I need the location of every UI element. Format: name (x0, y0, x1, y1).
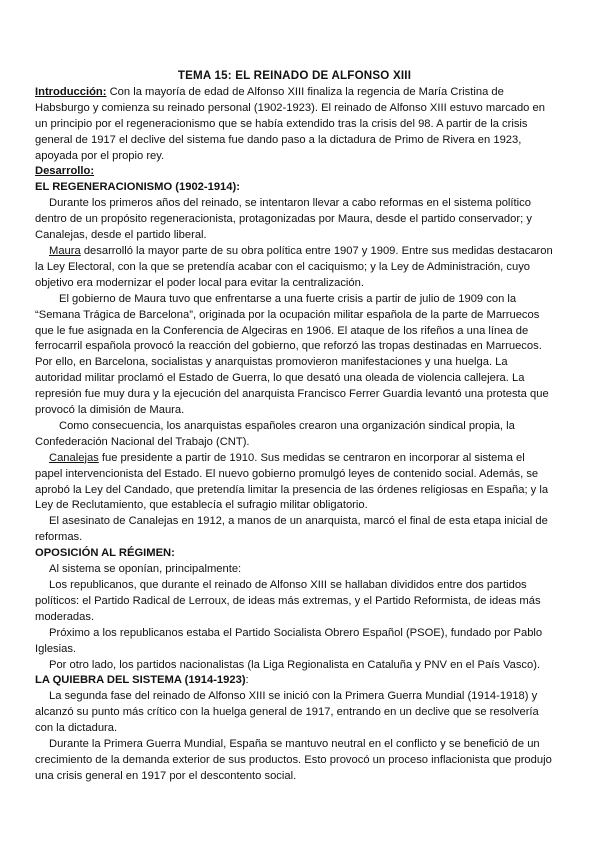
oposicion-paragraph-3: Próximo a los republicanos estaba el Partido Socialista Obrero Español (PSOE), fundado por Pablo Iglesias. (35, 626, 543, 655)
quiebra-heading-colon: : (245, 674, 249, 687)
quiebra-heading: LA QUIEBRA DEL SISTEMA (1914-1923) (35, 674, 246, 687)
quiebra-paragraph-1: La segunda fase del reinado de Alfonso XIII se inició con la Primera Guerra Mundial (1914-1918) y alcanzó su punto más crítico con la huelga general de 1917, entrando en un declive que se resolvería con la dictadura. (35, 690, 539, 735)
regeneracionismo-heading: EL REGENERACIONISMO (1902-1914): (35, 181, 240, 194)
intro-paragraph (35, 85, 554, 165)
intro-text: Con la mayoría de edad de Alfonso XIII finaliza la regencia de María Cristina de Habsburgo y comienza su reinado personal (1902-1923). El reinado de Alfonso XIII estuvo marcado en un principio por el regeneracionismo que se había extendido tras la crisis del 98. A partir de la crisis general de 1917 el declive del sistema fue dando paso a la dictadura de Primo de Rivera en 1923, apoyada por el propio rey. (35, 85, 545, 162)
oposicion-heading: OPOSICIÓN AL RÉGIMEN: (35, 547, 175, 560)
regeneracionismo-paragraph-1: Durante los primeros años del reinado, se intentaron llevar a cabo reformas en el sistema político dentro de un propósito regeneracionista, protagonizadas por Maura, desde el partido conservador; y Canalejas, desde el partido liberal. (35, 197, 532, 242)
regeneracionismo-paragraph-4: Como consecuencia, los anarquistas españoles crearon una organización sindical propia, la Confederación Nacional del Trabajo (CNT). (35, 419, 515, 448)
regeneracionismo-paragraph-2 (35, 244, 554, 292)
oposicion-paragraph-4: Por otro lado, los partidos nacionalistas (la Liga Regionalista en Cataluña y PNV en el País Vasco). (49, 658, 541, 671)
page-title: TEMA 15: EL REINADO DE ALFONSO XIII (177, 69, 412, 82)
oposicion-paragraph-1: Al sistema se oponían, principalmente: (49, 563, 242, 576)
maura-name: Maura (49, 244, 81, 257)
regeneracionismo-paragraph-5 (35, 451, 554, 515)
regeneracionismo-paragraph-6: El asesinato de Canalejas en 1912, a manos de un anarquista, marcó el final de esta etapa inicial de reformas. (35, 515, 548, 544)
regeneracionismo-paragraph-3: El gobierno de Maura tuvo que enfrentarse a una fuerte crisis a partir de julio de 1909 con la “Semana Trágica de Barcelona”, originada por la ocupación militar española de la parte de Marruecos que le fue asignada en la Conferencia de Algeciras en 1906. El ataque de los rifeños a una línea de ferrocarril española provocó la reacción del gobierno, que reforzó las tropas destinadas en Marruecos. Por ello, en Barcelona, socialistas y anarquistas promovieron manifestaciones y una huelga. La autoridad militar proclamó el Estado de Guerra, lo que desató una oleada de violencia callejera. La represión fue muy dura y la ejecución del anarquista Francisco Ferrer Guardia levantó una protesta que provocó la dimisión de Maura. (35, 292, 549, 417)
oposicion-paragraph-2: Los republicanos, que durante el reinado de Alfonso XIII se hallaban divididos entre dos partidos políticos: el Partido Radical de Lerroux, de ideas más extremas, y el Partido Reformista, de ideas más moderadas. (35, 579, 541, 623)
quiebra-paragraph-2: Durante la Primera Guerra Mundial, España se mantuvo neutral en el conflicto y se benefició de un crecimiento de la demanda exterior de sus productos. Esto provocó un proceso inflacionista que produjo una crisis general en 1917 por el descontento social. (35, 738, 552, 782)
intro-label: Introducción: (35, 85, 107, 98)
canalejas-text: fue presidente a partir de 1910. Sus medidas se centraron en incorporar al sistema el papel intervencionista del Estado. El nuevo gobierno promulgó leyes de contenido social. Además, se aprobó la Ley del Candado, que pretendía limitar la presencia de las órdenes religiosas en España; y la Ley de Reclutamiento, que establecía el sufragio militar obligatorio. (35, 451, 549, 512)
quiebra-heading-line (35, 673, 554, 689)
desarrollo-label: Desarrollo: (35, 165, 95, 178)
canalejas-name: Canalejas (49, 451, 99, 464)
maura-text: desarrolló la mayor parte de su obra política entre 1907 y 1909. Entre sus medidas destacaron la Ley Electoral, con la que se pretendía acabar con el caciquismo; y la Ley de Administración, cuyo objetivo era modernizar el poder local para evitar la centralización. (35, 244, 553, 289)
